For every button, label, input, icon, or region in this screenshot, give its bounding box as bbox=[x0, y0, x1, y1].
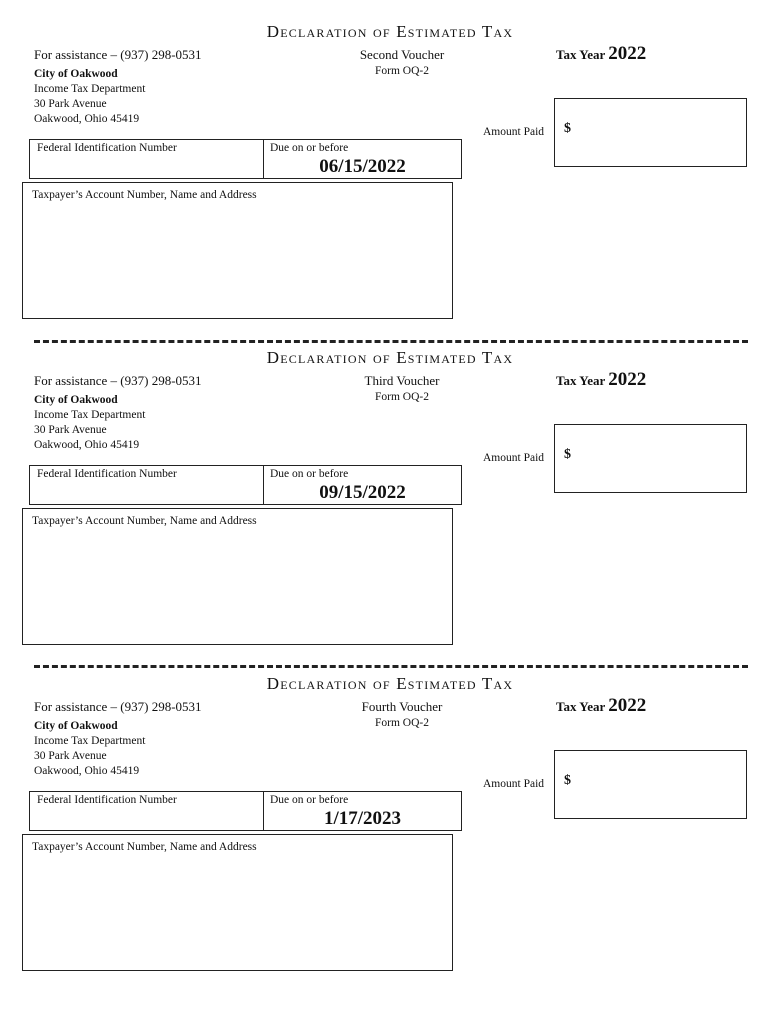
amount-paid-label: Amount Paid bbox=[483, 126, 545, 138]
mailing-address bbox=[34, 393, 145, 453]
address-department: Income Tax Department bbox=[34, 409, 146, 421]
federal-id-label: Federal Identification Number bbox=[37, 468, 177, 480]
tax-year-value: 2022 bbox=[608, 695, 647, 716]
voucher-title: Declaration of Estimated Tax bbox=[266, 22, 514, 41]
taxpayer-info-field[interactable] bbox=[22, 834, 453, 971]
id-due-row bbox=[29, 791, 462, 831]
amount-paid-field[interactable] bbox=[554, 424, 747, 493]
taxpayer-info-label: Taxpayer’s Account Number, Name and Address bbox=[32, 189, 257, 201]
amount-paid-field[interactable] bbox=[554, 98, 747, 167]
taxpayer-info-field[interactable] bbox=[22, 508, 453, 645]
tax-year bbox=[556, 43, 646, 65]
federal-id-field[interactable] bbox=[30, 140, 264, 178]
voucher-name: Second Voucher bbox=[359, 47, 445, 62]
dollar-sign: $ bbox=[564, 121, 571, 136]
federal-id-field[interactable] bbox=[30, 792, 264, 830]
amount-paid-label: Amount Paid bbox=[483, 452, 545, 464]
due-date: 1/17/2023 bbox=[323, 808, 402, 829]
tax-year-label: Tax Year bbox=[556, 47, 606, 62]
taxpayer-info-label: Taxpayer’s Account Number, Name and Address bbox=[32, 515, 257, 527]
voucher-fourth bbox=[0, 652, 770, 978]
due-label: Due on or before bbox=[270, 142, 349, 154]
form-code: Form OQ-2 bbox=[375, 717, 429, 729]
tax-year-label: Tax Year bbox=[556, 373, 606, 388]
voucher-name: Third Voucher bbox=[364, 373, 440, 388]
address-city: City of Oakwood bbox=[34, 720, 118, 732]
tax-year-value: 2022 bbox=[608, 369, 647, 390]
mailing-address bbox=[34, 719, 145, 779]
assistance-phone: For assistance – (937) 298-0531 bbox=[34, 47, 202, 62]
form-code: Form OQ-2 bbox=[375, 65, 429, 77]
amount-paid-field[interactable] bbox=[554, 750, 747, 819]
dollar-sign: $ bbox=[564, 773, 571, 788]
taxpayer-info-field[interactable] bbox=[22, 182, 453, 319]
due-date: 06/15/2022 bbox=[319, 156, 406, 177]
address-street: 30 Park Avenue bbox=[34, 750, 107, 762]
federal-id-label: Federal Identification Number bbox=[37, 142, 177, 154]
address-city-state-zip: Oakwood, Ohio 45419 bbox=[34, 113, 140, 125]
dollar-sign: $ bbox=[564, 447, 571, 462]
address-street: 30 Park Avenue bbox=[34, 98, 107, 110]
voucher-second bbox=[0, 0, 770, 326]
tax-year-label: Tax Year bbox=[556, 699, 606, 714]
federal-id-label: Federal Identification Number bbox=[37, 794, 177, 806]
assistance-phone: For assistance – (937) 298-0531 bbox=[34, 373, 202, 388]
voucher-title: Declaration of Estimated Tax bbox=[266, 348, 514, 367]
due-label: Due on or before bbox=[270, 794, 349, 806]
amount-paid-label: Amount Paid bbox=[483, 778, 545, 790]
due-label: Due on or before bbox=[270, 468, 349, 480]
assistance-phone: For assistance – (937) 298-0531 bbox=[34, 699, 202, 714]
federal-id-field[interactable] bbox=[30, 466, 264, 504]
id-due-row bbox=[29, 139, 462, 179]
tax-year bbox=[556, 695, 646, 717]
address-city-state-zip: Oakwood, Ohio 45419 bbox=[34, 765, 140, 777]
voucher-title: Declaration of Estimated Tax bbox=[266, 674, 514, 693]
address-city: City of Oakwood bbox=[34, 68, 118, 80]
voucher-name: Fourth Voucher bbox=[361, 699, 443, 714]
tax-year bbox=[556, 369, 646, 391]
taxpayer-info-label: Taxpayer’s Account Number, Name and Address bbox=[32, 841, 257, 853]
mailing-address bbox=[34, 67, 145, 127]
voucher-third bbox=[0, 326, 770, 652]
due-date: 09/15/2022 bbox=[319, 482, 406, 503]
address-department: Income Tax Department bbox=[34, 735, 146, 747]
form-code: Form OQ-2 bbox=[375, 391, 429, 403]
id-due-row bbox=[29, 465, 462, 505]
address-department: Income Tax Department bbox=[34, 83, 146, 95]
address-city: City of Oakwood bbox=[34, 394, 118, 406]
address-street: 30 Park Avenue bbox=[34, 424, 107, 436]
tax-year-value: 2022 bbox=[608, 43, 647, 64]
address-city-state-zip: Oakwood, Ohio 45419 bbox=[34, 439, 140, 451]
